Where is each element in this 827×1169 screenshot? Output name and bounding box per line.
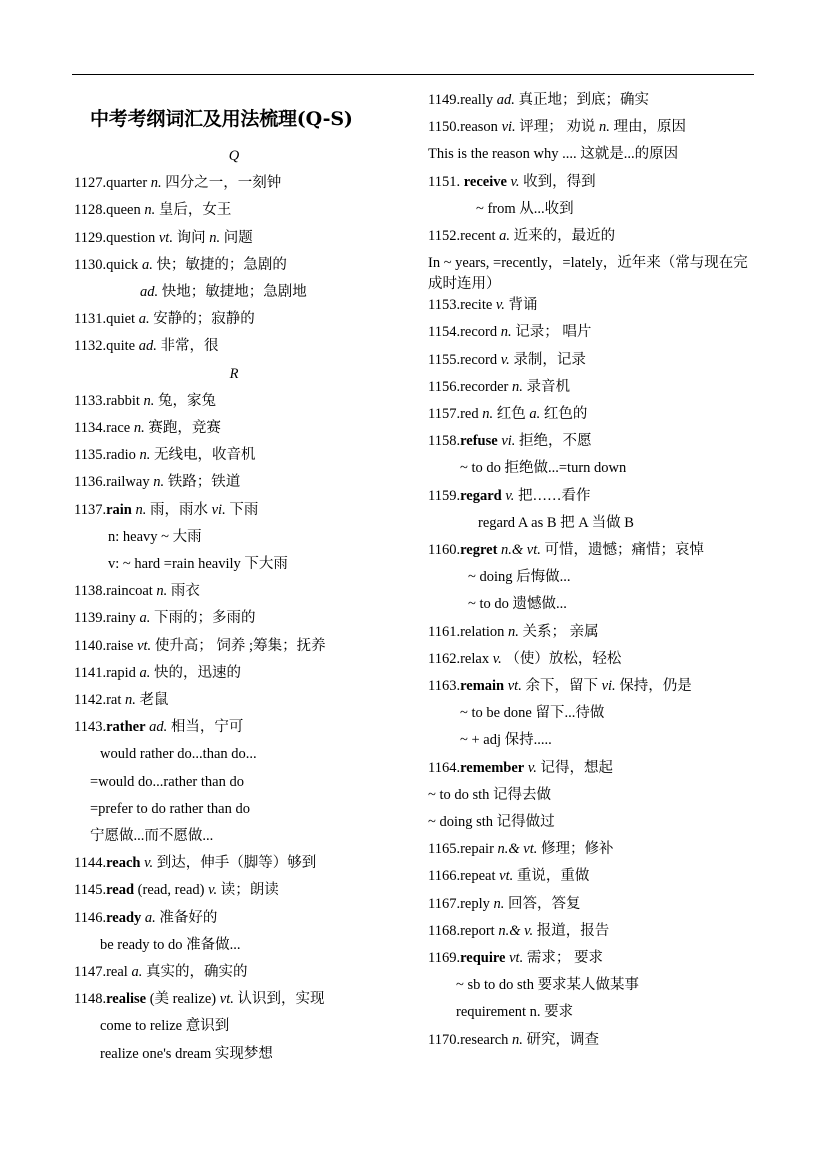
definition: 关系； 亲属 xyxy=(522,623,599,640)
definition: 赛跑，竞赛 xyxy=(148,420,221,436)
entry-line xyxy=(428,486,590,506)
entry-word: relax xyxy=(460,650,490,667)
definition: 安静的；寂静的 xyxy=(153,311,255,328)
part-of-speech: ad. xyxy=(138,338,157,355)
usage-text: n: heavy ~ 大雨 xyxy=(108,528,202,545)
entry-number: 1160. xyxy=(428,542,461,558)
usage-text: ~ to do sth 记得去做 xyxy=(428,786,552,803)
part-of-speech: n. xyxy=(508,623,519,640)
part-of-speech: n. xyxy=(512,378,523,395)
entry-word: ready xyxy=(106,909,142,926)
definition: 背诵 xyxy=(508,297,538,314)
entry-word: question xyxy=(106,229,156,246)
part-of-speech: n.& vt. xyxy=(501,542,541,558)
part-of-speech: a. xyxy=(138,311,150,328)
part-of-speech: a. xyxy=(139,610,151,627)
part-of-speech: vi. xyxy=(601,678,616,694)
entry-word: raise xyxy=(106,637,134,654)
usage-text: ~ doing sth 记得做过 xyxy=(428,814,555,830)
definition: 近来的，最近的 xyxy=(513,228,616,244)
entry-number: 1138. xyxy=(74,583,107,600)
usage-text: ~ from 从...收到 xyxy=(476,200,574,217)
definition: 快的，迅速的 xyxy=(154,664,242,681)
usage-line xyxy=(74,799,250,819)
entry-word: relation xyxy=(460,623,505,640)
usage-line xyxy=(428,144,678,164)
entry-number: 1153. xyxy=(428,297,461,314)
definition: 兔，家兔 xyxy=(158,392,217,409)
entry-word: raincoat xyxy=(106,583,153,600)
entry-line xyxy=(74,581,200,601)
entry-line xyxy=(428,894,581,914)
entry-word: rain xyxy=(106,501,132,518)
definition: 无线电，收音机 xyxy=(154,447,256,464)
definition: 记录； 唱片 xyxy=(515,324,592,341)
entry-word: recent xyxy=(460,228,496,244)
part-of-speech: a. xyxy=(141,256,153,273)
entry-number: 1139. xyxy=(74,610,107,627)
part-of-speech: n. xyxy=(125,692,136,708)
entry-line xyxy=(74,336,218,356)
entry-number: 1157. xyxy=(428,406,461,422)
usage-line xyxy=(74,554,288,574)
usage-text: ~ sb to do sth 要求某人做某事 xyxy=(456,977,640,994)
definition: 余下，留下 xyxy=(525,678,598,694)
usage-line xyxy=(428,730,552,750)
part-of-speech: a. xyxy=(529,406,541,422)
entry-word: rat xyxy=(106,692,122,708)
part-of-speech: vt. xyxy=(137,637,152,654)
definition: 录制，记录 xyxy=(513,351,586,368)
section-letter: R xyxy=(229,365,239,382)
entry-line xyxy=(428,322,591,342)
entry-number: 1128. xyxy=(74,202,107,219)
entry-word: red xyxy=(460,406,479,422)
definition: 认识到，实现 xyxy=(237,991,325,1008)
entry-number: 1163. xyxy=(428,678,461,694)
part-of-speech: a. xyxy=(131,964,143,980)
usage-line xyxy=(428,567,571,587)
usage-text: 快地；敏捷地；急剧地 xyxy=(161,284,307,300)
entry-line xyxy=(74,309,255,329)
part-of-speech: n. xyxy=(156,583,168,600)
entry-number: 1161. xyxy=(428,623,461,640)
part-of-speech: n. xyxy=(135,501,147,518)
entry-line xyxy=(74,880,279,900)
usage-line xyxy=(428,703,604,723)
entry-word: rapid xyxy=(106,664,136,681)
entry-word: record xyxy=(460,324,498,341)
entry-word: read xyxy=(106,882,135,899)
entry-line xyxy=(74,853,316,873)
definition: 非常，很 xyxy=(160,338,219,355)
entry-number: 1169. xyxy=(428,950,461,966)
entry-line xyxy=(428,90,649,110)
entry-word: rainy xyxy=(106,610,136,627)
usage-line xyxy=(428,1002,573,1022)
usage-line xyxy=(74,744,257,764)
entry-line xyxy=(74,908,217,928)
usage-text: ~ to do 遗憾做... xyxy=(468,596,567,613)
entry-word: regard xyxy=(460,487,502,504)
entry-word: really xyxy=(460,92,494,108)
entry-word: quiet xyxy=(106,311,136,328)
definition: 修理；修补 xyxy=(541,841,614,858)
usage-text: =prefer to do rather than do xyxy=(90,800,250,817)
entry-number: 1165. xyxy=(428,841,461,858)
usage-text: ~ to do 拒绝做...=turn down xyxy=(460,460,627,477)
entry-word: repair xyxy=(460,841,494,858)
entry-number: 1147. xyxy=(74,964,107,980)
usage-line xyxy=(74,935,241,955)
part-of-speech: vt. xyxy=(219,991,234,1008)
entry-line xyxy=(428,1030,599,1050)
entry-line xyxy=(74,500,258,520)
definition: 询问 xyxy=(176,229,206,246)
entry-number: 1164. xyxy=(428,759,461,776)
entry-line xyxy=(74,636,326,656)
entry-line xyxy=(428,866,589,886)
part-of-speech: vt. xyxy=(509,950,524,966)
definition: 到达，伸手（脚等）够到 xyxy=(156,855,317,872)
usage-line xyxy=(74,282,307,302)
entry-word: queen xyxy=(106,202,141,219)
entry-word: quarter xyxy=(106,175,148,192)
entry-line xyxy=(428,431,592,451)
entry-number: 1154. xyxy=(428,324,461,341)
usage-text: ~ doing 后悔做... xyxy=(468,569,571,586)
entry-number: 1170. xyxy=(428,1031,461,1048)
definition: 老鼠 xyxy=(139,692,169,708)
definition: 红色 xyxy=(496,406,526,422)
usage-text: be ready to do 准备做... xyxy=(100,936,241,953)
entry-line xyxy=(428,649,621,669)
usage-line xyxy=(428,975,639,995)
part-of-speech: a. xyxy=(499,228,511,244)
entry-variant: (read, read) xyxy=(134,882,209,899)
definition: 真实的，确实的 xyxy=(145,964,248,980)
part-of-speech: vt. xyxy=(158,229,173,246)
entry-line xyxy=(74,472,240,492)
part-of-speech: v. xyxy=(492,650,502,667)
entry-number: 1135. xyxy=(74,447,107,464)
definition: 雨衣 xyxy=(170,583,200,600)
part-of-speech: n. xyxy=(133,420,145,436)
entry-word: realise xyxy=(106,991,147,1008)
entry-line xyxy=(428,350,586,370)
part-of-speech: n. xyxy=(144,202,156,219)
entry-number: 1155. xyxy=(428,351,461,368)
definition: 四分之一，一刻钟 xyxy=(165,175,282,192)
entry-line xyxy=(74,989,324,1009)
definition: 真正地；到底；确实 xyxy=(518,92,649,108)
definition: 保持，仍是 xyxy=(619,678,692,694)
usage-text: regard A as B 把 A 当做 B xyxy=(478,514,634,531)
usage-line xyxy=(428,513,634,533)
entry-number: 1162. xyxy=(428,650,461,667)
definition: 拒绝，不愿 xyxy=(519,433,592,450)
part-of-speech: n. xyxy=(150,175,162,192)
entry-number: 1143. xyxy=(74,719,107,736)
usage-line xyxy=(74,1044,273,1064)
part-of-speech: v. xyxy=(208,882,218,899)
entry-word: quite xyxy=(106,338,136,355)
part-of-speech: a. xyxy=(144,909,156,926)
part-of-speech: vi. xyxy=(501,433,516,450)
definition: 评理； 劝说 xyxy=(519,119,596,136)
usage-text: v: ~ hard =rain heavily 下大雨 xyxy=(108,556,288,572)
entry-number: 1137. xyxy=(74,501,107,518)
part-of-speech: n. xyxy=(482,406,494,422)
entry-line xyxy=(428,172,596,192)
entry-number: 1159. xyxy=(428,487,461,504)
entry-number: 1129. xyxy=(74,229,107,246)
part-of-speech: vt. xyxy=(507,678,522,694)
definition: 下雨的；多雨的 xyxy=(154,610,256,627)
entry-number: 1144. xyxy=(74,855,107,872)
entry-line xyxy=(74,418,221,438)
definition: 准备好的 xyxy=(159,909,218,926)
entry-word: receive xyxy=(463,173,507,190)
entry-word: refuse xyxy=(460,433,498,450)
entry-word: rather xyxy=(106,719,146,736)
page-title: 中考考纲词汇及用法梳理(Q-S) xyxy=(90,108,353,130)
part-of-speech: ad. xyxy=(149,719,168,736)
entry-line xyxy=(428,921,609,941)
entry-word: record xyxy=(460,351,498,368)
entry-number: 1166. xyxy=(428,868,461,885)
definition: 研究，调查 xyxy=(526,1031,600,1048)
usage-paragraph: In ~ years, =recently，=lately，近年来（常与现在完成时连用） xyxy=(428,255,748,293)
usage-text: realize one's dream 实现梦想 xyxy=(100,1045,273,1062)
part-of-speech: n.& vt. xyxy=(497,841,538,858)
entry-word: recorder xyxy=(460,378,509,395)
definition: 红色的 xyxy=(543,406,588,422)
entry-line xyxy=(428,948,603,968)
entry-word: reach xyxy=(106,855,141,872)
entry-number: 1149. xyxy=(428,92,461,108)
definition: 快；敏捷的；急剧的 xyxy=(156,256,287,273)
entry-line xyxy=(74,228,253,248)
entry-number: 1146. xyxy=(74,909,107,926)
entry-line xyxy=(74,690,169,710)
entry-number: 1130. xyxy=(74,256,107,273)
part-of-speech: n. xyxy=(512,1031,523,1048)
entry-word: reason xyxy=(460,119,498,136)
part-of-speech: a. xyxy=(139,664,151,681)
entry-number: 1150. xyxy=(428,119,461,136)
definition: 相当，宁可 xyxy=(170,719,244,736)
entry-number: 1134. xyxy=(74,420,107,436)
part-of-speech: n. xyxy=(500,324,512,341)
entry-word: radio xyxy=(106,447,136,464)
definition: 重说，重做 xyxy=(516,868,590,885)
part-of-speech: ad. xyxy=(140,284,159,300)
usage-line xyxy=(428,594,567,614)
entry-number: 1140. xyxy=(74,637,107,654)
entry-line xyxy=(428,295,538,315)
entry-line xyxy=(428,758,613,778)
part-of-speech: v. xyxy=(495,297,505,314)
part-of-speech: v. xyxy=(500,351,510,368)
part-of-speech: n. xyxy=(209,229,221,246)
entry-variant: (美 realize) xyxy=(146,991,220,1008)
usage-line xyxy=(428,199,574,219)
entry-line xyxy=(428,377,570,397)
definition: 下雨 xyxy=(229,501,259,518)
entry-line xyxy=(428,839,614,859)
definition: 收到，得到 xyxy=(523,173,596,190)
entry-line xyxy=(428,540,704,560)
part-of-speech: vi. xyxy=(501,119,516,136)
entry-word: remember xyxy=(460,759,525,776)
entry-number: 1141. xyxy=(74,664,107,681)
entry-number: 1158. xyxy=(428,433,461,450)
definition: 皇后，女王 xyxy=(158,202,232,219)
usage-line xyxy=(74,826,213,846)
entry-number: 1151. xyxy=(428,173,464,190)
definition: 可惜，遗憾；痛惜；哀悼 xyxy=(544,542,705,558)
entry-line xyxy=(428,226,615,246)
entry-number: 1131. xyxy=(74,311,107,328)
entry-word: repeat xyxy=(460,868,496,885)
part-of-speech: v. xyxy=(505,487,515,504)
part-of-speech: n. xyxy=(143,392,155,409)
usage-line xyxy=(428,812,555,832)
entry-word: race xyxy=(106,420,131,436)
header-rule xyxy=(72,74,754,75)
part-of-speech: vi. xyxy=(211,501,226,518)
entry-number: 1127. xyxy=(74,175,107,192)
entry-number: 1167. xyxy=(428,895,461,912)
usage-text: requirement n. 要求 xyxy=(456,1004,574,1021)
entry-line xyxy=(428,622,599,642)
entry-word: regret xyxy=(460,542,498,558)
entry-number: 1133. xyxy=(74,392,107,409)
definition: 雨，雨水 xyxy=(150,501,208,518)
entry-word: research xyxy=(460,1031,509,1048)
usage-text: would rather do...than do... xyxy=(100,746,257,763)
entry-line xyxy=(74,608,256,628)
definition: 记得，想起 xyxy=(540,759,613,776)
part-of-speech: vt. xyxy=(499,868,514,885)
entry-number: 1132. xyxy=(74,338,107,355)
part-of-speech: v. xyxy=(527,759,537,776)
entry-number: 1145. xyxy=(74,882,107,899)
entry-word: reply xyxy=(460,895,490,912)
entry-number: 1152. xyxy=(428,228,461,244)
usage-line xyxy=(74,527,202,547)
entry-line xyxy=(74,962,247,982)
definition: 问题 xyxy=(223,229,253,246)
part-of-speech: n. xyxy=(139,447,151,464)
entry-line xyxy=(74,391,216,411)
definition: 需求； 要求 xyxy=(526,950,603,966)
entry-number: 1136. xyxy=(74,474,107,491)
usage-line xyxy=(428,785,551,805)
entry-line xyxy=(74,200,231,220)
entry-number: 1168. xyxy=(428,922,461,939)
definition: 铁路；铁道 xyxy=(167,474,241,491)
usage-text: come to relize 意识到 xyxy=(100,1018,230,1035)
entry-line xyxy=(74,445,256,465)
usage-text: 宁愿做...而不愿做... xyxy=(90,828,214,844)
definition: 读；朗读 xyxy=(220,882,279,899)
entry-number: 1156. xyxy=(428,378,461,395)
entry-line xyxy=(74,255,287,275)
entry-word: require xyxy=(460,950,506,966)
entry-line xyxy=(428,404,587,424)
definition: 报道，报告 xyxy=(536,922,610,939)
entry-word: real xyxy=(106,964,128,980)
entry-word: railway xyxy=(106,474,150,491)
usage-text: ~ + adj 保持..... xyxy=(460,732,552,749)
part-of-speech: v. xyxy=(510,173,520,190)
section-letter: Q xyxy=(228,148,240,164)
usage-line xyxy=(74,1016,229,1036)
entry-line xyxy=(74,173,281,193)
entry-word: recite xyxy=(460,297,493,314)
definition: 理由，原因 xyxy=(613,119,687,136)
entry-word: report xyxy=(460,922,495,939)
usage-text: ~ to be done 留下...待做 xyxy=(460,705,605,722)
usage-text: =would do...rather than do xyxy=(90,773,244,790)
entry-word: remain xyxy=(460,678,505,694)
definition: 回答，答复 xyxy=(508,895,581,912)
usage-text: This is the reason why .... 这就是...的原因 xyxy=(428,146,679,163)
part-of-speech: n. xyxy=(153,474,165,491)
definition: 把……看作 xyxy=(517,487,591,504)
part-of-speech: v. xyxy=(144,855,154,872)
entry-number: 1142. xyxy=(74,692,107,708)
part-of-speech: n. xyxy=(493,895,505,912)
part-of-speech: n. xyxy=(599,119,610,136)
part-of-speech: ad. xyxy=(496,92,515,108)
entry-line xyxy=(428,117,686,137)
part-of-speech: n.& v. xyxy=(498,922,534,939)
usage-line xyxy=(74,772,244,792)
entry-line xyxy=(74,717,243,737)
entry-word: quick xyxy=(106,256,139,273)
usage-line xyxy=(428,458,626,478)
entry-line xyxy=(428,676,692,696)
definition: （使）放松，轻松 xyxy=(505,650,622,667)
entry-word: rabbit xyxy=(106,392,140,409)
entry-number: 1148. xyxy=(74,991,107,1008)
entry-line xyxy=(74,663,241,683)
definition: 使升高； 饲养 ;筹集；抚养 xyxy=(154,637,326,654)
definition: 录音机 xyxy=(526,378,571,395)
